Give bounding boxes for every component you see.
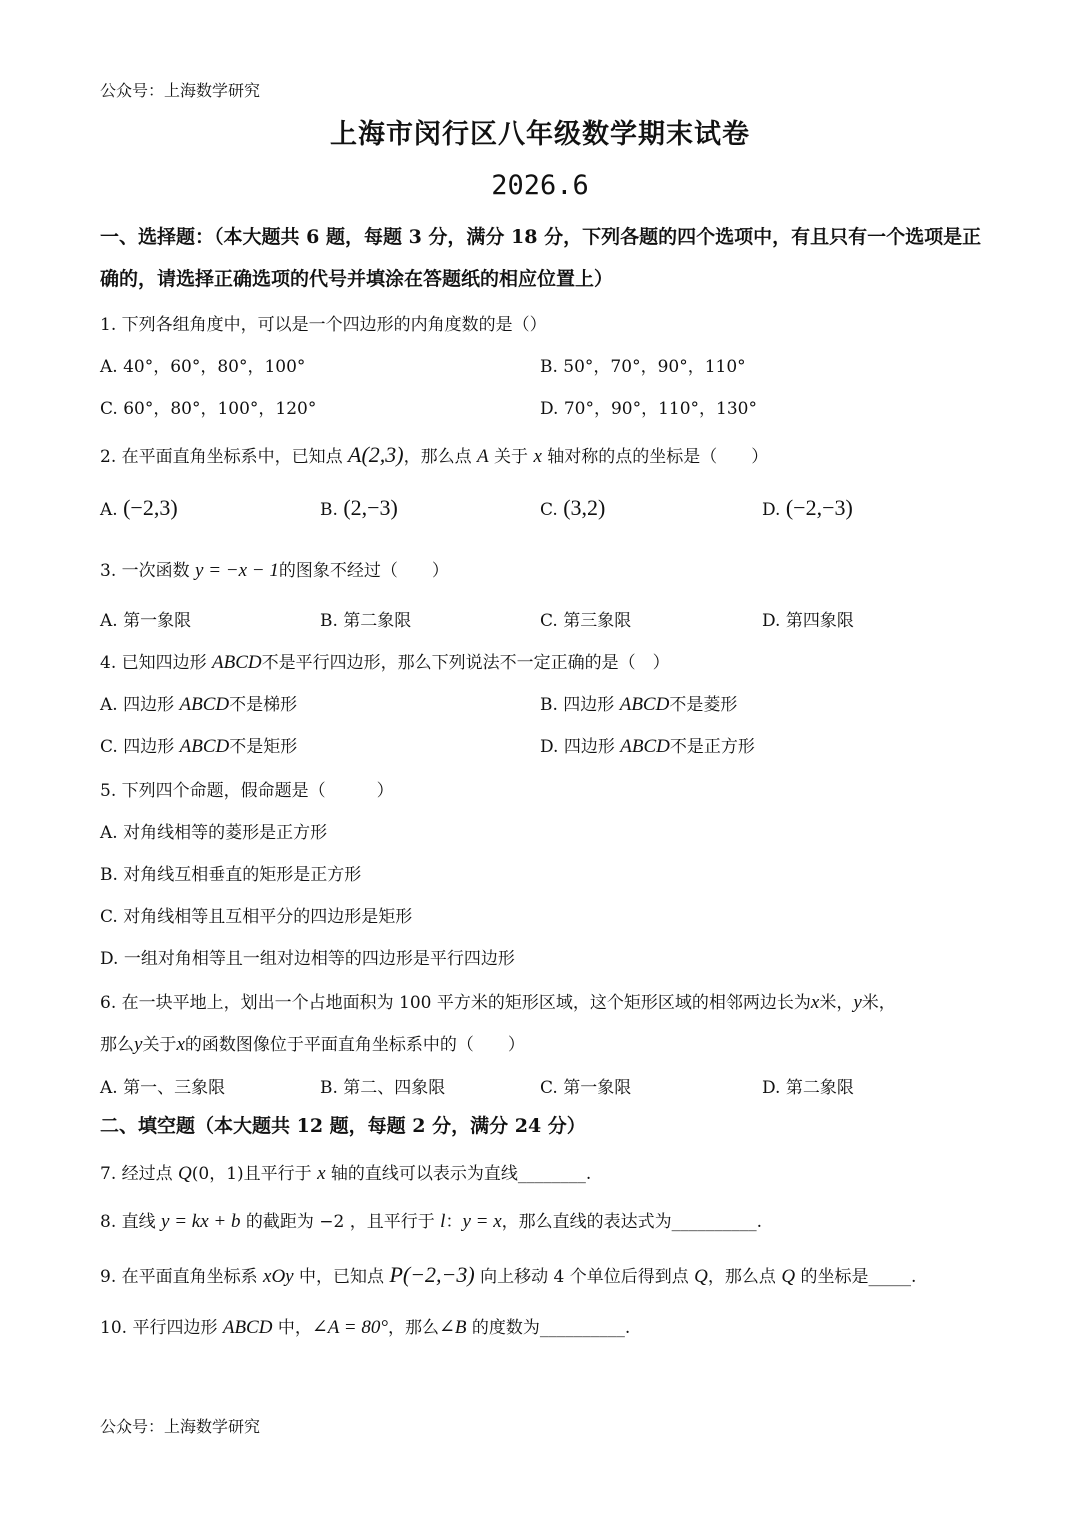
page-footer: 公众号：上海数学研究 <box>100 1417 261 1436</box>
q1-option-d: D. 70°，90°，110°，130° <box>540 399 757 419</box>
question-8: 8. 直线 y = kx + b 的截距为 −2 ，且平行于 l：y = x，那么直线的表达式为__________. <box>100 1211 763 1232</box>
question-6-stem-line2: 那么y关于x的函数图像位于平面直角坐标系中的（ ） <box>100 1034 525 1055</box>
q6-option-b: B. 第二、四象限 <box>320 1078 446 1098</box>
q3-function: y = −x − 1 <box>195 560 279 581</box>
q2-option-a: A. (−2,3) <box>100 495 178 520</box>
question-1-stem: 1. 下列各组角度中，可以是一个四边形的内角度数的是（） <box>100 315 547 335</box>
q5-option-a: A. 对角线相等的菱形是正方形 <box>100 823 328 843</box>
q3-option-b: B. 第二象限 <box>320 611 412 631</box>
question-10: 10. 平行四边形 ABCD 中，∠A = 80°，那么∠B 的度数为__________. <box>100 1317 631 1338</box>
q4-option-b: B. 四边形 ABCD不是菱形 <box>540 694 738 715</box>
exam-date: 2026.6 <box>491 170 589 201</box>
q2-text: ，那么点 <box>403 447 478 467</box>
q4-option-a: A. 四边形 ABCD不是梯形 <box>100 694 298 715</box>
q2-point: A(2,3) <box>348 442 404 467</box>
q3-option-a: A. 第一象限 <box>100 611 192 631</box>
q1-option-b: B. 50°，70°，90°，110° <box>540 357 746 377</box>
question-5-stem: 5. 下列四个命题，假命题是（ ） <box>100 781 394 801</box>
q3-option-c: C. 第三象限 <box>540 611 632 631</box>
exam-title: 上海市闵行区八年级数学期末试卷 <box>330 119 750 150</box>
q2-point-letter: A <box>477 446 489 467</box>
q5-option-b: B. 对角线互相垂直的矩形是正方形 <box>100 865 362 885</box>
question-9: 9. 在平面直角坐标系 xOy 中，已知点 P(−2,−3) 向上移动 4 个单位后得到点 Q，那么点 Q 的坐标是_____. <box>100 1262 917 1287</box>
q5-option-c: C. 对角线相等且互相平分的四边形是矩形 <box>100 907 413 927</box>
page-header: 公众号：上海数学研究 <box>100 81 261 100</box>
q1-option-c: C. 60°，80°，100°，120° <box>100 399 317 419</box>
question-2-stem <box>100 442 990 468</box>
q4-option-c: C. 四边形 ABCD不是矩形 <box>100 736 298 757</box>
q2-text: 轴对称的点的坐标是（ ） <box>541 447 769 467</box>
question-3-stem: 3. 一次函数 y = −x − 1的图象不经过（ ） <box>100 560 449 581</box>
q6-option-d: D. 第二象限 <box>762 1078 854 1098</box>
q2-text: 关于 <box>488 447 534 467</box>
q3-option-d: D. 第四象限 <box>762 611 854 631</box>
q2-axis: x <box>533 446 542 467</box>
question-4-stem: 4. 已知四边形 ABCD不是平行四边形，那么下列说法不一定正确的是（ ） <box>100 652 670 673</box>
question-6-stem-line1: 6. 在一块平地上，划出一个占地面积为 100 平方米的矩形区域，这个矩形区域的相邻两边长为x米，y米， <box>100 992 896 1013</box>
q5-option-d: D. 一组对角相等且一组对边相等的四边形是平行四边形 <box>100 949 515 969</box>
q6-option-a: A. 第一、三象限 <box>100 1078 226 1098</box>
question-7: 7. 经过点 Q(0，1)且平行于 x 轴的直线可以表示为直线________. <box>100 1163 592 1184</box>
section-fill-heading: 二、填空题（本大题共 12 题，每题 2 分，满分 24 分） <box>100 1115 586 1137</box>
q2-text: 2. 在平面直角坐标系中，已知点 <box>100 447 349 467</box>
section-choice-heading: 一、选择题：（本大题共 6 题，每题 3 分，满分 18 分，下列各题的四个选项中，有且只有一个选项是正确的，请选择正确选项的代号并填涂在答题纸的相应位置上） <box>100 226 982 290</box>
q2-option-c: C. (3,2) <box>540 495 606 520</box>
q2-option-b: B. (2,−3) <box>320 495 398 520</box>
q2-option-d: D. (−2,−3) <box>762 495 853 520</box>
q6-option-c: C. 第一象限 <box>540 1078 632 1098</box>
q1-option-a: A. 40°，60°，80°，100° <box>100 357 306 377</box>
q4-option-d: D. 四边形 ABCD不是正方形 <box>540 736 755 757</box>
